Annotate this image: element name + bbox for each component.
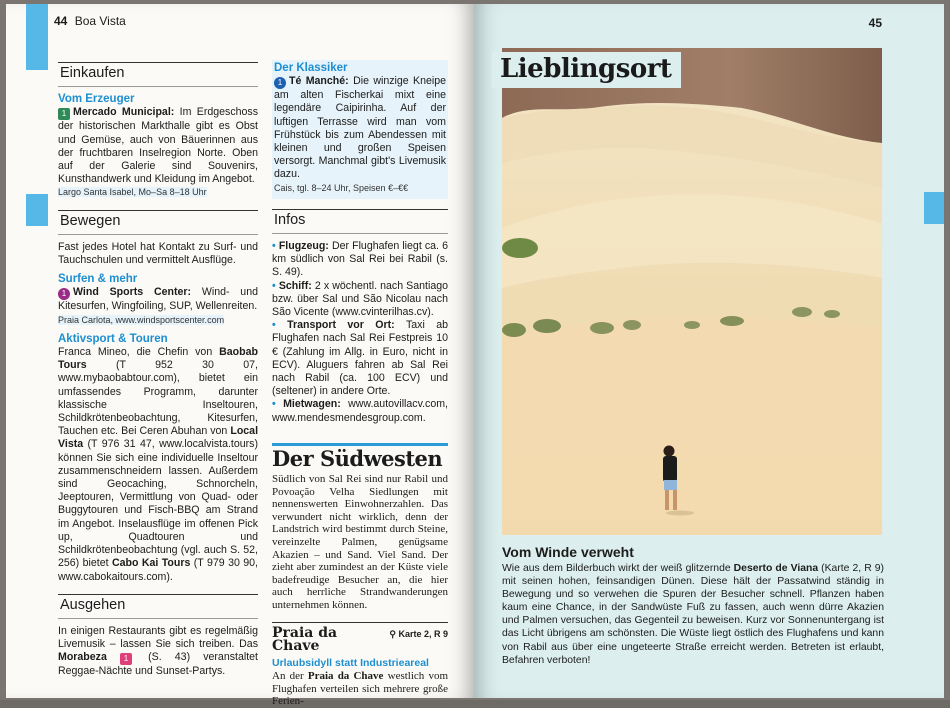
info-item-mietwagen: • Mietwagen: www.autovillacv.com, www.mendesmendesgroup.com. (272, 398, 448, 424)
ausgehen-text (58, 625, 258, 679)
nightlife-marker-icon: 1 (120, 653, 132, 665)
wind-sports-name: Wind Sports Center: (73, 286, 192, 299)
bewegen-intro: Fast jedes Hotel hat Kontakt zu Surf- und Tauchschulen und vermittelt Ausflüge. (58, 240, 258, 267)
praia-sub: Urlaubsidyll statt Industrieareal (272, 657, 429, 670)
section-ausgehen: Ausgehen (58, 594, 258, 619)
mercado-entry (58, 106, 258, 186)
aktiv-text-3: (T 976 31 47, www.localvista.tours) können Sie sich eine individuelle Inseltour zusammenschneidern lassen. Außerdem sind Geocaching, Schnorcheln, Jeeptouren, Vermittlung von Quad- oder Buggytouren und Fisch-BBQ am Strand im Angebot. Inselausflüge im offenen Pick up, Quadtouren und Schildkrötenbeobachtung (vgl. auch S. 52, 256) bietet (58, 438, 258, 570)
map-ref (389, 628, 448, 641)
map-ref-text: Karte 2, R 9 (398, 628, 449, 639)
info-item-schiff: • Schiff: 2 x wöchentl. nach Santiago bzw. über Sal und São Nicolau nach São Vicente (www.cvinterilhas.cv). (272, 279, 449, 319)
wind-sports-info-wrap (58, 314, 258, 327)
info-text: Der Flughafen liegt ca. 6 km südlich von Sal Rei bei Rabil (s. S. 49). (272, 240, 448, 279)
info-text: Taxi ab Flughafen nach Sal Rei Festpreis 10 € (Zahlung im Allg. in Euro, nicht in ECV). Aluguers fahren ab Sal Rei nach Rabil (ca. 100 ECV) und (seltener) in andere Orte. (272, 319, 448, 398)
baobab-tours: Baobab Tours (58, 346, 258, 372)
praia-heading: Praia da Chave (272, 624, 338, 654)
middle-column (272, 60, 448, 708)
caption-text-2: (Karte 2, R 9) mit seinen hohen, feinsandigen Dünen. Diese hält der Passatwind ständig in Bewegung und so verwehen die Spuren der Besucher schnell. Pflanzen haben kaum eine Chance, in der Sandwüste Fuß zu fassen, auch wenn dürre Akazien und Palmen versuchen, das Gegenteil zu beweisen. Kurz vor Sonnenuntergang ist das Licht übrigens am schönsten. Die Wüste liegt östlich des Flughafens und kann von Rabil aus über eine ungeteerte Straße erreicht werden. Betreten ist erlaubt, Befahren verboten! (502, 563, 884, 666)
info-label: Transport vor Ort: (287, 319, 395, 332)
info-label: Schiff: (278, 279, 312, 292)
klassiker-box (272, 60, 448, 199)
te-manche-entry (274, 75, 446, 181)
wind-sports-entry (58, 286, 258, 313)
wind-sports-info: Praia Carlota, www.windsportscenter.com (58, 314, 225, 325)
mercado-info: Largo Santa Isabel, Mo–Sa 8–18 Uhr (58, 187, 207, 198)
caption-text-1: Wie aus dem Bilderbuch wirkt der weiß glitzernde (502, 563, 731, 574)
info-item-transport: • Transport vor Ort: Taxi ab Flughafen nach Sal Rei Festpreis 10 € (Zahlung im Allg. in Euro, nicht in ECV). Aluguers fahren ab Sal Rei nach Rabil (ca. 100 ECV) und (seltener) in andere Orte. (272, 319, 448, 398)
te-manche-info: Cais, tgl. 8–24 Uhr, Speisen €–€€ (274, 182, 446, 195)
subheading-surfen: Surfen & mehr (58, 273, 138, 286)
subheading-klassiker: Der Klassiker (274, 62, 348, 74)
cabo-kai-tours: Cabo Kai Tours (111, 557, 191, 570)
section-infos: Infos (272, 209, 448, 234)
subheading-vom-erzeuger: Vom Erzeuger (58, 93, 135, 106)
morabeza: Morabeza (58, 651, 107, 664)
ausgehen-text-2: (S. 43) veranstaltet Reggae-Nächte und Sunset-Partys. (58, 651, 258, 678)
ausgehen-text-1: In einigen Restaurants gibt es regelmäßig Livemusik – lassen Sie sich treiben. Das (58, 624, 258, 651)
praia-text-1: An der (272, 670, 304, 683)
info-text: 2 x wöchentl. nach Santiago bzw. über Sal und São Nicolau nach São Vicente (www.cvinterilhas.cv). (272, 279, 449, 319)
activity-marker-icon: 1 (58, 288, 70, 300)
page-number-right: 45 (868, 16, 882, 30)
aktivsport-text (58, 346, 258, 584)
region-heading: Der Südwesten (272, 443, 448, 465)
praia-heading-row (272, 622, 448, 653)
aktiv-text-1: Franca Mineo, die Chefin von (58, 346, 213, 359)
region-intro: Südlich von Sal Rei sind nur Rabil und Povoação Velha Siedlungen mit nennenswerten Einwohnerzahlen. Das verwundert nicht wirklich, denn der Landstrich wird bestimmt durch Steine, vereinzelte Palmen, genügsame Akazien – und Sand. Viel Sand. Der zieht aber zumindest an der Küste viele badefreudige Besucher an, die hier auch herrliche Strandwanderungen unternehmen können. (272, 473, 448, 612)
local-vista: Local Vista (58, 425, 259, 451)
left-page-header (54, 14, 126, 28)
praia-text-2: westlich vom Flughafen verteilen sich mehrere große Ferien- (272, 670, 449, 708)
caption-title: Vom Winde verweht (502, 544, 634, 560)
mercado-text: Im Erdgeschoss der historischen Markthalle gibt es Obst und Gemüse, auch von Bäuerinnen aus der fruchtbaren Inselregion Norte. Oben auf der Galerie sind Souvenirs, Kunsthandwerk und Kleidung im Angebot. (58, 106, 259, 186)
caption-bold: Deserto de Viana (733, 563, 819, 574)
info-item-flugzeug: • Flugzeug: Der Flughafen liegt ca. 6 km südlich von Sal Rei bei Rabil (s. S. 49). (272, 240, 448, 279)
aktiv-text-4: (T 979 30 90, www.cabokaitours.com). (58, 557, 258, 583)
te-manche-text: Die winzige Kneipe am alten Fischerkai mixt eine legendäre Caipirinha. Auf der luftigen Terrasse wird man vom Frühstück bis zum Abendessen mit kleinen und großen Speisen versorgt. Manchmal gibt's Livemusik dazu. (274, 75, 446, 181)
section-bewegen: Bewegen (58, 210, 258, 235)
desert-photo (502, 48, 882, 535)
shop-marker-icon: 1 (58, 108, 70, 120)
food-marker-icon: 1 (274, 77, 286, 89)
info-text: www.autovillacv.com, www.mendesmendesgroup.com. (272, 398, 448, 424)
page-number-left: 44 (54, 14, 68, 28)
thumb-tab-mid (26, 194, 48, 226)
subheading-aktivsport: Aktivsport & Touren (58, 332, 168, 345)
mercado-info-wrap (58, 186, 258, 199)
praia-text (272, 670, 448, 708)
praia-bold: Praia da Chave (307, 670, 384, 683)
te-manche-name: Té Manché: (289, 75, 349, 88)
thumb-tab-right (924, 192, 944, 224)
wind-sports-text: Wind- und Kitesurfen, Wingfoiling, SUP, Wellenreiten. (58, 286, 258, 313)
feature-title: Lieblingsort (492, 52, 681, 88)
aktiv-text-2: (T 952 30 07, www.mybaobabtour.com), bietet ein umfassendes Programm, darunter klassische Inseltouren, Schildkrötenbeobachtung, Kitesurfen, Tauchen etc. Bei Ceren Abuhan von (58, 359, 258, 438)
section-einkaufen: Einkaufen (58, 62, 258, 87)
info-label: Mietwagen: (283, 398, 341, 411)
map-pin-icon: ⚲ (389, 628, 399, 639)
caption-text (502, 562, 884, 667)
mercado-name: Mercado Municipal: (73, 106, 175, 119)
desert-photo-image (502, 48, 882, 535)
info-label: Flugzeug: (278, 240, 329, 253)
left-column (58, 62, 258, 679)
running-head-place: Boa Vista (74, 14, 126, 28)
thumb-tab-top (26, 4, 48, 70)
